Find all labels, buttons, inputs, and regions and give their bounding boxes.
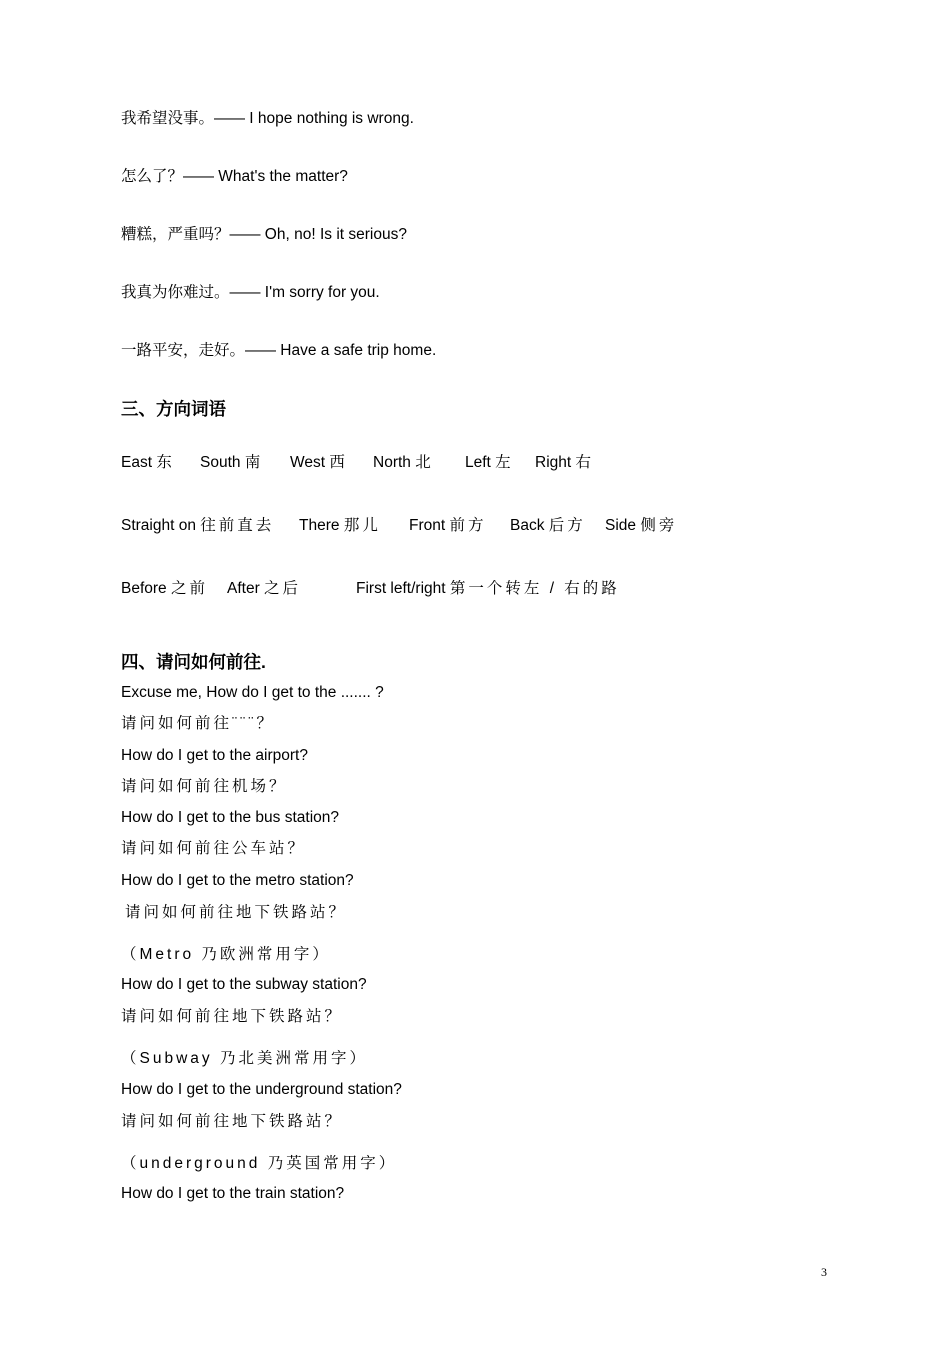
note-line: （underground 乃英国常用字） xyxy=(121,1155,398,1172)
translation-line: 请问如何前往公车站？ xyxy=(121,840,307,857)
note-line: （Subway 乃北美洲常用字） xyxy=(121,1050,368,1067)
direction-term xyxy=(121,453,175,473)
direction-zh: 第一个转左 / 右的路 xyxy=(449,580,620,597)
direction-term xyxy=(200,453,263,473)
note-line: （Metro 乃欧洲常用字） xyxy=(121,946,331,963)
question-line: How do I get to the metro station? xyxy=(121,872,354,889)
direction-term xyxy=(299,516,381,536)
question-line: How do I get to the bus station? xyxy=(121,809,339,826)
phrase-line: 怎么了？—— What's the matter? xyxy=(121,168,348,185)
direction-zh: 后方 xyxy=(548,517,586,534)
direction-en: North xyxy=(373,454,411,471)
translation-line: 请问如何前往地下铁路站？ xyxy=(121,1008,344,1025)
translation-line: 请问如何前往地下铁路站？ xyxy=(121,1113,344,1130)
direction-en: Back xyxy=(510,517,545,534)
direction-en: Side xyxy=(605,517,637,534)
direction-term xyxy=(465,453,514,473)
direction-zh: 前方 xyxy=(449,517,487,534)
question-line: How do I get to the airport? xyxy=(121,747,308,764)
direction-en: Straight on xyxy=(121,517,196,534)
direction-zh: 之后 xyxy=(264,580,302,597)
section-heading-directions: 三、方向词语 xyxy=(121,399,226,419)
direction-zh: 右 xyxy=(575,454,595,471)
direction-zh: 西 xyxy=(329,454,348,471)
phrase-line: 我希望没事。—— I hope nothing is wrong. xyxy=(121,110,414,127)
direction-zh: 之前 xyxy=(170,580,208,597)
direction-term xyxy=(356,579,620,599)
direction-zh: 北 xyxy=(415,454,434,471)
direction-term xyxy=(373,453,434,473)
question-line: How do I get to the train station? xyxy=(121,1185,345,1202)
direction-term xyxy=(121,579,208,599)
direction-term xyxy=(227,579,301,599)
direction-zh: 东 xyxy=(156,454,175,471)
question-line: How do I get to the subway station? xyxy=(121,976,367,993)
direction-zh: 南 xyxy=(244,454,264,471)
direction-zh: 左 xyxy=(495,454,514,471)
page-number: 3 xyxy=(821,1265,827,1279)
direction-en: South xyxy=(200,454,241,471)
direction-en: West xyxy=(290,454,326,471)
phrase-line: 我真为你难过。—— I'm sorry for you. xyxy=(121,284,380,301)
direction-en: Right xyxy=(535,454,572,471)
direction-zh: 侧旁 xyxy=(640,517,678,534)
direction-zh: 那儿 xyxy=(343,517,381,534)
direction-en: Front xyxy=(409,517,446,534)
direction-term xyxy=(121,516,274,536)
phrase-line: 糟糕，严重吗？—— Oh, no! Is it serious? xyxy=(121,226,407,243)
translation-line: 请问如何前往地下铁路站？ xyxy=(125,904,348,921)
direction-zh: 往前直去 xyxy=(200,517,275,534)
direction-en: There xyxy=(299,517,340,534)
direction-term xyxy=(510,516,586,536)
direction-term xyxy=(535,453,594,473)
question-line: Excuse me, How do I get to the ....... ? xyxy=(121,684,384,701)
direction-en: East xyxy=(121,454,153,471)
direction-en: Before xyxy=(121,580,167,597)
direction-term xyxy=(605,516,677,536)
direction-en: After xyxy=(227,580,260,597)
direction-en: First left/right xyxy=(356,580,446,597)
direction-en: Left xyxy=(465,454,491,471)
direction-term xyxy=(290,453,348,473)
direction-term xyxy=(409,516,487,536)
question-line: How do I get to the underground station? xyxy=(121,1081,402,1098)
translation-line: 请问如何前往机场？ xyxy=(121,778,288,795)
translation-line: 请问如何前往¨¨¨？ xyxy=(121,715,275,732)
phrase-line: 一路平安，走好。—— Have a safe trip home. xyxy=(121,342,437,359)
section-heading-asking-directions: 四、请问如何前往. xyxy=(121,652,266,672)
